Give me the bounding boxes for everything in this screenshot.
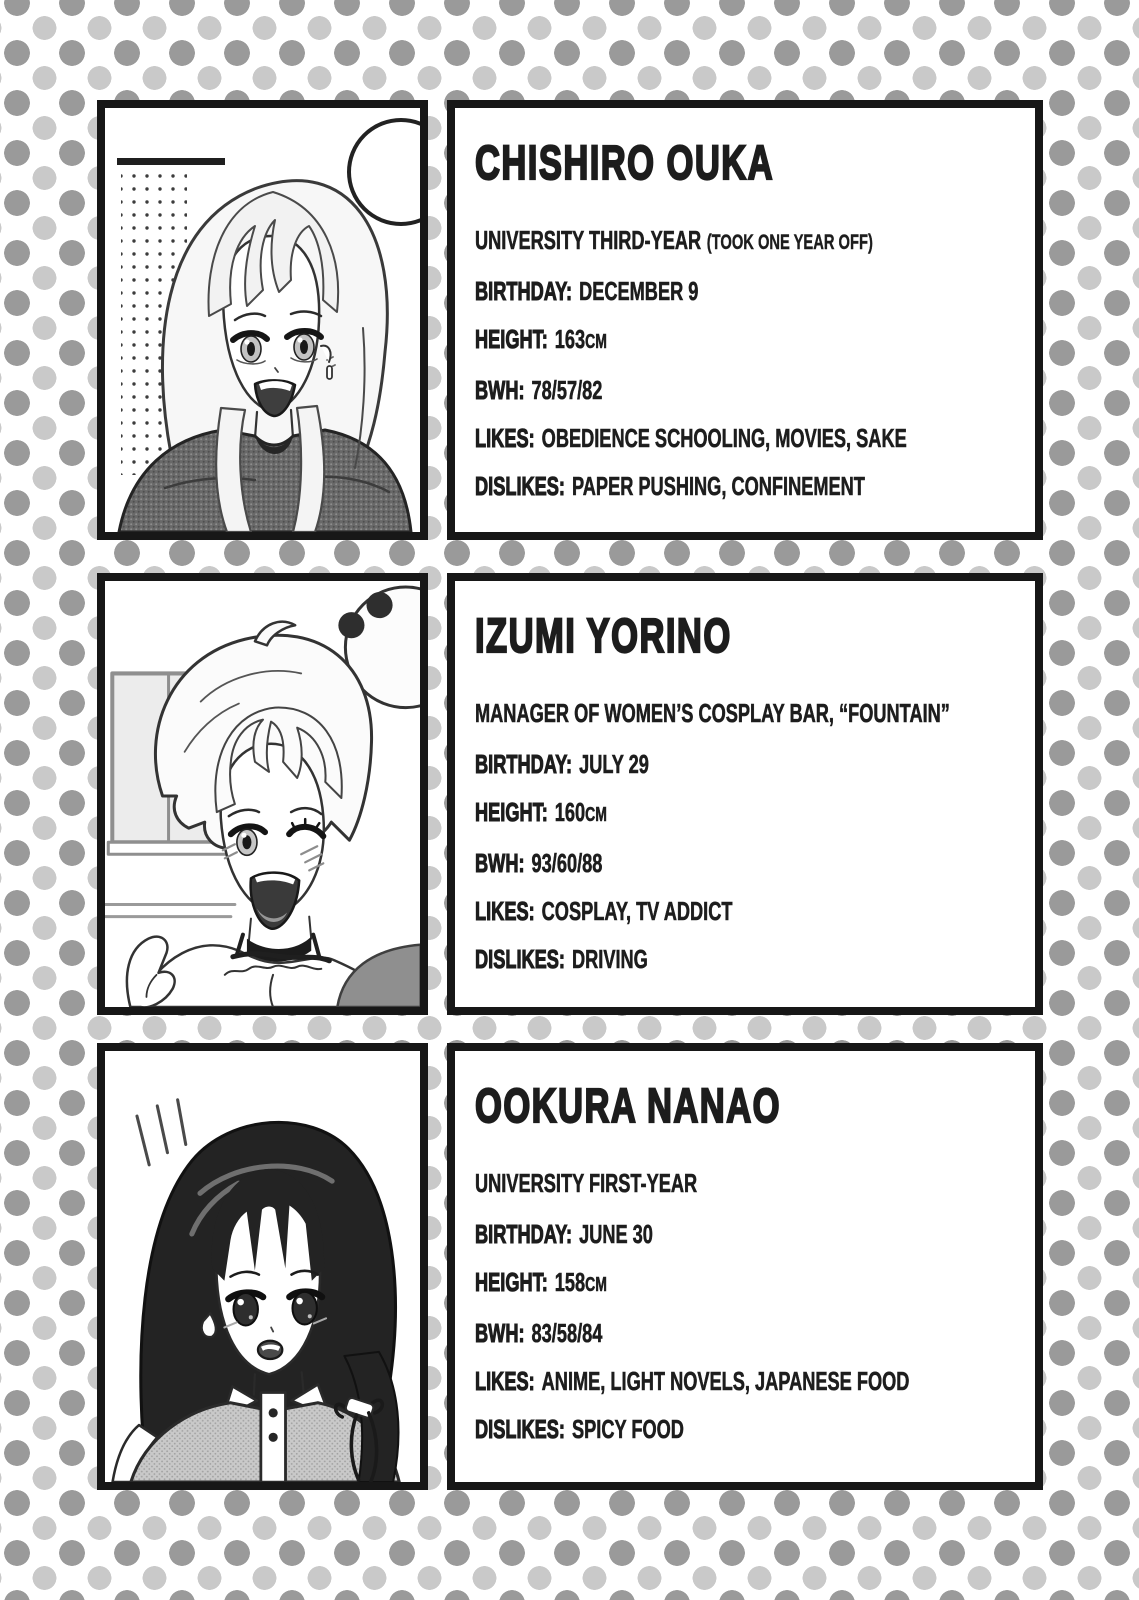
character-card-nanao [0, 1043, 1139, 1490]
field-birthday: BIRTHDAY: JUNE 30 [475, 1219, 653, 1249]
shirt-button [269, 1433, 278, 1442]
character-name: OOKURA NANAO [475, 1080, 781, 1133]
field-likes: LIKES: OBEDIENCE SCHOOLING, MOVIES, SAKE [475, 423, 907, 453]
portrait-illustration-izumi [105, 581, 420, 1007]
field-dislikes: DISLIKES: DRIVING [475, 944, 648, 974]
role-text: MANAGER OF WOMEN’S COSPLAY BAR, “FOUNTAIN” [475, 698, 950, 728]
profile-panel-chishiro [447, 100, 1043, 540]
earring [327, 366, 332, 379]
character-name: IZUMI YORINO [475, 610, 732, 663]
character-name: CHISHIRO OUKA [475, 137, 775, 190]
field-dislikes: DISLIKES: SPICY FOOD [475, 1414, 684, 1444]
field-bwh: BWH: 93/60/88 [475, 848, 603, 878]
field-height: HEIGHT: 163CM [475, 324, 607, 354]
profile-panel-izumi [447, 573, 1043, 1015]
hair-scrunchie [338, 612, 364, 638]
field-height: HEIGHT: 160CM [475, 797, 607, 827]
field-likes: LIKES: COSPLAY, TV ADDICT [475, 896, 733, 926]
role-note: (TOOK ONE YEAR OFF) [706, 231, 873, 254]
field-birthday: BIRTHDAY: DECEMBER 9 [475, 276, 699, 306]
character-role [475, 216, 873, 267]
portrait-illustration-nanao [105, 1051, 420, 1482]
character-card-izumi [0, 573, 1139, 1015]
role-text: UNIVERSITY FIRST-YEAR [475, 1168, 698, 1198]
field-birthday: BIRTHDAY: JULY 29 [475, 749, 649, 779]
background-frame-bar [117, 158, 225, 165]
field-dislikes: DISLIKES: PAPER PUSHING, CONFINEMENT [475, 471, 865, 501]
role-text: UNIVERSITY THIRD-YEAR [475, 225, 702, 255]
portrait-frame-chishiro [97, 100, 428, 540]
portrait-frame-izumi [97, 573, 428, 1015]
field-likes: LIKES: ANIME, LIGHT NOVELS, JAPANESE FOOD [475, 1366, 910, 1396]
field-bwh: BWH: 78/57/82 [475, 375, 603, 405]
character-role [475, 689, 950, 740]
character-card-chishiro [0, 100, 1139, 540]
hair-scrunchie [366, 592, 392, 618]
field-bwh: BWH: 83/58/84 [475, 1318, 603, 1348]
character-role [475, 1159, 860, 1210]
shirt-button [269, 1408, 278, 1417]
portrait-illustration-chishiro [105, 108, 420, 532]
profile-panel-nanao [447, 1043, 1043, 1490]
portrait-frame-nanao [97, 1043, 428, 1490]
field-height: HEIGHT: 158CM [475, 1267, 607, 1297]
